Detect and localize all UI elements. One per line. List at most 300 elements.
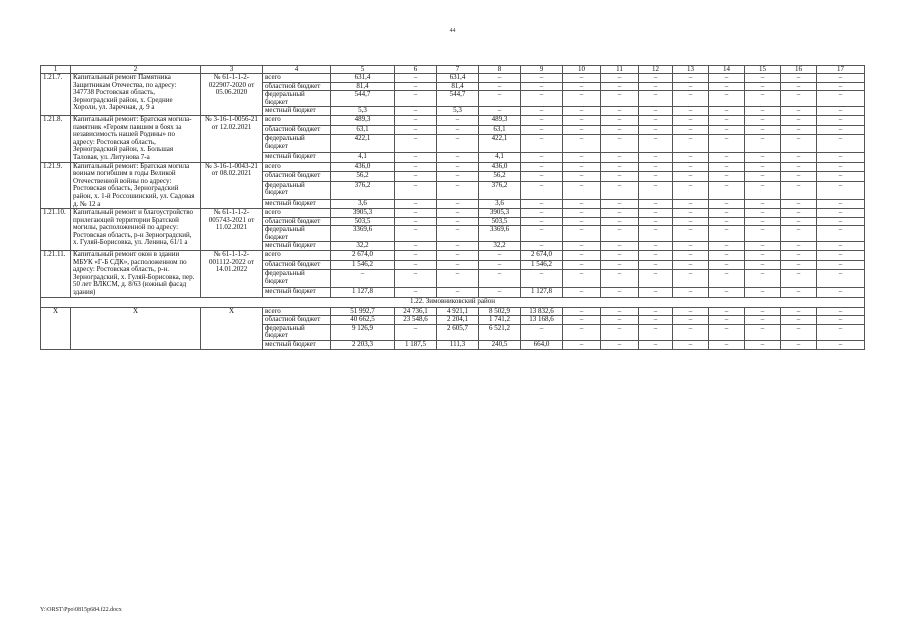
value-cell: 8 502,9: [479, 307, 521, 316]
dash-cell: –: [563, 172, 601, 182]
value-cell: –: [437, 288, 479, 298]
dash-cell: –: [817, 74, 865, 83]
dash-cell: –: [709, 115, 745, 125]
summary-x-cell: Х: [41, 307, 71, 349]
dash-cell: –: [745, 172, 781, 182]
value-cell: 81,4: [331, 82, 395, 91]
source-cell: всего: [263, 251, 331, 261]
dash-cell: –: [601, 162, 639, 172]
dash-cell: –: [673, 270, 709, 288]
value-cell: –: [437, 260, 479, 270]
dash-cell: –: [673, 152, 709, 162]
source-cell: федеральный бюджет: [263, 324, 331, 340]
value-cell: –: [479, 288, 521, 298]
dash-cell: –: [745, 135, 781, 153]
dash-cell: –: [781, 316, 817, 325]
value-cell: 32,2: [479, 242, 521, 251]
dash-cell: –: [781, 181, 817, 199]
source-cell: местный бюджет: [263, 107, 331, 116]
dash-cell: –: [673, 226, 709, 242]
table-row: [41, 162, 865, 172]
value-cell: 24 736,1: [395, 307, 437, 316]
dash-cell: –: [601, 152, 639, 162]
dash-cell: –: [601, 209, 639, 218]
dash-cell: –: [781, 307, 817, 316]
dash-cell: –: [745, 307, 781, 316]
dash-cell: –: [639, 82, 673, 91]
dash-cell: –: [745, 115, 781, 125]
value-cell: –: [437, 115, 479, 125]
dash-cell: –: [781, 270, 817, 288]
dash-cell: –: [817, 251, 865, 261]
dash-cell: –: [673, 217, 709, 226]
dash-cell: –: [563, 251, 601, 261]
value-cell: 56,2: [331, 172, 395, 182]
dash-cell: –: [601, 74, 639, 83]
value-cell: –: [395, 74, 437, 83]
source-cell: всего: [263, 209, 331, 218]
dash-cell: –: [639, 251, 673, 261]
dash-cell: –: [817, 199, 865, 209]
value-cell: 422,1: [331, 135, 395, 153]
value-cell: –: [395, 125, 437, 135]
value-cell: –: [479, 251, 521, 261]
header-cell: 8: [479, 66, 521, 74]
header-cell: 15: [745, 66, 781, 74]
dash-cell: –: [781, 288, 817, 298]
item-number: 1.21.10.: [41, 209, 71, 251]
value-cell: –: [437, 152, 479, 162]
value-cell: 81,4: [437, 82, 479, 91]
dash-cell: –: [563, 307, 601, 316]
item-number: 1.21.9.: [41, 162, 71, 209]
value-cell: –: [395, 172, 437, 182]
dash-cell: –: [601, 307, 639, 316]
dash-cell: –: [817, 341, 865, 350]
source-cell: местный бюджет: [263, 341, 331, 350]
value-cell: –: [479, 82, 521, 91]
dash-cell: –: [563, 152, 601, 162]
dash-cell: –: [817, 217, 865, 226]
dash-cell: –: [781, 82, 817, 91]
dash-cell: –: [745, 82, 781, 91]
dash-cell: –: [709, 135, 745, 153]
dash-cell: –: [639, 270, 673, 288]
header-cell: 3: [201, 66, 263, 74]
dash-cell: –: [781, 226, 817, 242]
item-number: 1.21.7.: [41, 74, 71, 116]
dash-cell: –: [709, 324, 745, 340]
dash-cell: –: [781, 251, 817, 261]
table-row: [41, 209, 865, 218]
value-cell: 3905,3: [331, 209, 395, 218]
value-cell: –: [395, 82, 437, 91]
dash-cell: –: [709, 172, 745, 182]
dash-cell: –: [745, 209, 781, 218]
header-cell: 13: [673, 66, 709, 74]
dash-cell: –: [601, 324, 639, 340]
dash-cell: –: [639, 172, 673, 182]
value-cell: –: [395, 288, 437, 298]
value-cell: –: [437, 226, 479, 242]
source-cell: всего: [263, 162, 331, 172]
dash-cell: –: [673, 260, 709, 270]
dash-cell: –: [745, 162, 781, 172]
value-cell: –: [395, 199, 437, 209]
dash-cell: –: [745, 341, 781, 350]
dash-cell: –: [709, 288, 745, 298]
dash-cell: –: [781, 115, 817, 125]
value-cell: 376,2: [479, 181, 521, 199]
value-cell: 3905,3: [479, 209, 521, 218]
value-cell: –: [395, 226, 437, 242]
value-cell: –: [395, 152, 437, 162]
dash-cell: –: [745, 324, 781, 340]
value-cell: 631,4: [331, 74, 395, 83]
dash-cell: –: [781, 162, 817, 172]
item-document: № 61-1-1-2-005743-2021 от 11.02.2021: [201, 209, 263, 251]
value-cell: 3369,6: [331, 226, 395, 242]
dash-cell: –: [639, 199, 673, 209]
dash-cell: –: [563, 135, 601, 153]
dash-cell: –: [817, 107, 865, 116]
value-cell: 436,0: [479, 162, 521, 172]
value-cell: 1 546,2: [521, 260, 563, 270]
dash-cell: –: [709, 316, 745, 325]
dash-cell: –: [709, 260, 745, 270]
dash-cell: –: [673, 316, 709, 325]
value-cell: –: [521, 270, 563, 288]
dash-cell: –: [601, 199, 639, 209]
dash-cell: –: [817, 115, 865, 125]
dash-cell: –: [601, 107, 639, 116]
dash-cell: –: [601, 316, 639, 325]
dash-cell: –: [817, 226, 865, 242]
value-cell: 111,3: [437, 341, 479, 350]
value-cell: 3,6: [479, 199, 521, 209]
source-cell: федеральный бюджет: [263, 226, 331, 242]
value-cell: 63,1: [331, 125, 395, 135]
dash-cell: –: [817, 162, 865, 172]
value-cell: 5,3: [437, 107, 479, 116]
dash-cell: –: [817, 270, 865, 288]
dash-cell: –: [817, 91, 865, 107]
dash-cell: –: [781, 125, 817, 135]
item-number: 1.21.11.: [41, 251, 71, 298]
dash-cell: –: [673, 181, 709, 199]
dash-cell: –: [601, 125, 639, 135]
dash-cell: –: [563, 288, 601, 298]
dash-cell: –: [709, 74, 745, 83]
dash-cell: –: [601, 82, 639, 91]
value-cell: –: [395, 242, 437, 251]
value-cell: 1 127,8: [331, 288, 395, 298]
source-cell: федеральный бюджет: [263, 270, 331, 288]
value-cell: 376,2: [331, 181, 395, 199]
value-cell: –: [395, 181, 437, 199]
dash-cell: –: [639, 316, 673, 325]
dash-cell: –: [709, 226, 745, 242]
dash-cell: –: [709, 270, 745, 288]
dash-cell: –: [563, 316, 601, 325]
source-cell: всего: [263, 74, 331, 83]
dash-cell: –: [639, 152, 673, 162]
value-cell: –: [437, 217, 479, 226]
source-cell: областной бюджет: [263, 125, 331, 135]
header-cell: 12: [639, 66, 673, 74]
value-cell: –: [437, 209, 479, 218]
dash-cell: –: [563, 270, 601, 288]
dash-cell: –: [601, 135, 639, 153]
dash-cell: –: [709, 199, 745, 209]
item-name: Капитальный ремонт и благоустройство прилегающей территории Братской могилы, расположенной по адресу: Ростовская область, р-н Зерноградский, х. Гуляй-Борисовка, ул. Ленина, 61/1 а: [71, 209, 201, 251]
header-row: [41, 66, 865, 74]
dash-cell: –: [781, 172, 817, 182]
value-cell: –: [521, 217, 563, 226]
value-cell: –: [437, 199, 479, 209]
header-cell: 9: [521, 66, 563, 74]
dash-cell: –: [781, 242, 817, 251]
dash-cell: –: [745, 270, 781, 288]
dash-cell: –: [639, 217, 673, 226]
dash-cell: –: [817, 172, 865, 182]
dash-cell: –: [745, 251, 781, 261]
item-document: № 61-1-1-2-022907-2020 от 05.06.2020: [201, 74, 263, 116]
value-cell: –: [479, 91, 521, 107]
section-row: [41, 297, 865, 307]
dash-cell: –: [639, 226, 673, 242]
header-cell: 14: [709, 66, 745, 74]
value-cell: –: [521, 135, 563, 153]
dash-cell: –: [745, 242, 781, 251]
dash-cell: –: [601, 270, 639, 288]
dash-cell: –: [709, 307, 745, 316]
value-cell: 2 674,0: [521, 251, 563, 261]
dash-cell: –: [745, 107, 781, 116]
header-cell: 11: [601, 66, 639, 74]
value-cell: –: [521, 199, 563, 209]
dash-cell: –: [673, 125, 709, 135]
dash-cell: –: [817, 288, 865, 298]
source-cell: областной бюджет: [263, 172, 331, 182]
dash-cell: –: [781, 209, 817, 218]
value-cell: –: [521, 181, 563, 199]
dash-cell: –: [639, 324, 673, 340]
dash-cell: –: [673, 251, 709, 261]
dash-cell: –: [781, 199, 817, 209]
value-cell: 1 187,5: [395, 341, 437, 350]
dash-cell: –: [563, 181, 601, 199]
table-body: [41, 66, 865, 350]
dash-cell: –: [709, 209, 745, 218]
dash-cell: –: [781, 152, 817, 162]
dash-cell: –: [709, 125, 745, 135]
value-cell: 13 832,6: [521, 307, 563, 316]
dash-cell: –: [673, 242, 709, 251]
value-cell: 4 921,1: [437, 307, 479, 316]
value-cell: 240,5: [479, 341, 521, 350]
dash-cell: –: [673, 135, 709, 153]
dash-cell: –: [601, 341, 639, 350]
value-cell: –: [521, 226, 563, 242]
header-cell: 1: [41, 66, 71, 74]
value-cell: 422,1: [479, 135, 521, 153]
dash-cell: –: [781, 135, 817, 153]
dash-cell: –: [601, 181, 639, 199]
value-cell: –: [395, 270, 437, 288]
value-cell: –: [521, 324, 563, 340]
dash-cell: –: [709, 341, 745, 350]
value-cell: –: [521, 152, 563, 162]
dash-cell: –: [601, 91, 639, 107]
dash-cell: –: [781, 74, 817, 83]
item-name: Капитальный ремонт Памятника Защитникам Отечества, по адресу: 347738 Ростовская область, Зерноградский район, х. Средние Хороли, ул. Заречная, д. 9 а: [71, 74, 201, 116]
summary-row: [41, 307, 865, 316]
dash-cell: –: [563, 125, 601, 135]
dash-cell: –: [639, 341, 673, 350]
dash-cell: –: [601, 217, 639, 226]
value-cell: –: [437, 251, 479, 261]
dash-cell: –: [639, 242, 673, 251]
dash-cell: –: [745, 288, 781, 298]
value-cell: 56,2: [479, 172, 521, 182]
dash-cell: –: [639, 135, 673, 153]
source-cell: местный бюджет: [263, 242, 331, 251]
dash-cell: –: [817, 181, 865, 199]
value-cell: –: [521, 209, 563, 218]
dash-cell: –: [563, 242, 601, 251]
dash-cell: –: [781, 91, 817, 107]
dash-cell: –: [563, 226, 601, 242]
value-cell: –: [521, 162, 563, 172]
item-document: № 3-16-1-0043-21 от 08.02.2021: [201, 162, 263, 209]
item-name: Капитальный ремонт: Братская могила-памятник «Героям павшим в боях за независимость нашей Родины» по адресу: Ростовская область, Зерноградский район, х. Большая Таловая, ул. Литунова 7-а: [71, 115, 201, 162]
dash-cell: –: [817, 316, 865, 325]
dash-cell: –: [639, 125, 673, 135]
dash-cell: –: [673, 162, 709, 172]
header-cell: 6: [395, 66, 437, 74]
dash-cell: –: [745, 316, 781, 325]
value-cell: –: [479, 107, 521, 116]
value-cell: 1 127,8: [521, 288, 563, 298]
value-cell: –: [437, 162, 479, 172]
dash-cell: –: [673, 74, 709, 83]
dash-cell: –: [673, 324, 709, 340]
dash-cell: –: [817, 209, 865, 218]
value-cell: 489,3: [479, 115, 521, 125]
header-cell: 2: [71, 66, 201, 74]
value-cell: –: [437, 172, 479, 182]
dash-cell: –: [563, 162, 601, 172]
dash-cell: –: [745, 125, 781, 135]
item-name: Капитальный ремонт окон в здании МБУК «Г-Б СДК», расположенном по адресу: Ростовская область, р-н. Зерноградский, х. Гуляй-Борисовка, пер. 50 лет ВЛКСМ, д. 8/63 (южный фасад здания): [71, 251, 201, 298]
dash-cell: –: [639, 181, 673, 199]
item-document: № 61-1-1-2-001112-2022 от 14.01.2022: [201, 251, 263, 298]
dash-cell: –: [817, 82, 865, 91]
dash-cell: –: [745, 226, 781, 242]
dash-cell: –: [817, 324, 865, 340]
value-cell: –: [395, 135, 437, 153]
value-cell: –: [395, 260, 437, 270]
dash-cell: –: [601, 260, 639, 270]
dash-cell: –: [673, 199, 709, 209]
dash-cell: –: [709, 107, 745, 116]
dash-cell: –: [601, 242, 639, 251]
dash-cell: –: [601, 172, 639, 182]
value-cell: 544,7: [331, 91, 395, 107]
dash-cell: –: [563, 74, 601, 83]
header-cell: 10: [563, 66, 601, 74]
dash-cell: –: [709, 162, 745, 172]
source-cell: всего: [263, 115, 331, 125]
value-cell: 631,4: [437, 74, 479, 83]
dash-cell: –: [817, 125, 865, 135]
value-cell: 2 674,0: [331, 251, 395, 261]
source-cell: областной бюджет: [263, 82, 331, 91]
value-cell: –: [521, 172, 563, 182]
dash-cell: –: [601, 115, 639, 125]
dash-cell: –: [709, 91, 745, 107]
dash-cell: –: [781, 217, 817, 226]
value-cell: 1 741,2: [479, 316, 521, 325]
source-cell: федеральный бюджет: [263, 135, 331, 153]
dash-cell: –: [745, 152, 781, 162]
dash-cell: –: [781, 107, 817, 116]
value-cell: –: [395, 115, 437, 125]
dash-cell: –: [745, 217, 781, 226]
item-name: Капитальный ремонт: Братская могила воинам погибшим в годы Великой Отечественной войны по адресу: Ростовская область, Зерноградский район, х. 1-й Россошинский, ул. Садовая д. № 12 а: [71, 162, 201, 209]
dash-cell: –: [673, 209, 709, 218]
value-cell: 32,2: [331, 242, 395, 251]
value-cell: –: [521, 242, 563, 251]
header-cell: 5: [331, 66, 395, 74]
source-cell: федеральный бюджет: [263, 181, 331, 199]
value-cell: 2 605,7: [437, 324, 479, 340]
header-cell: 7: [437, 66, 479, 74]
dash-cell: –: [601, 226, 639, 242]
dash-cell: –: [817, 242, 865, 251]
dash-cell: –: [601, 288, 639, 298]
dash-cell: –: [745, 181, 781, 199]
value-cell: –: [521, 91, 563, 107]
dash-cell: –: [745, 91, 781, 107]
dash-cell: –: [639, 209, 673, 218]
dash-cell: –: [673, 82, 709, 91]
dash-cell: –: [563, 324, 601, 340]
value-cell: 489,3: [331, 115, 395, 125]
value-cell: 503,5: [331, 217, 395, 226]
header-cell: 4: [263, 66, 331, 74]
source-cell: областной бюджет: [263, 316, 331, 325]
value-cell: 3369,6: [479, 226, 521, 242]
dash-cell: –: [781, 324, 817, 340]
value-cell: –: [437, 270, 479, 288]
dash-cell: –: [639, 288, 673, 298]
value-cell: 9 126,9: [331, 324, 395, 340]
value-cell: 13 168,6: [521, 316, 563, 325]
value-cell: –: [331, 270, 395, 288]
dash-cell: –: [639, 91, 673, 107]
source-cell: местный бюджет: [263, 199, 331, 209]
dash-cell: –: [709, 242, 745, 251]
value-cell: 544,7: [437, 91, 479, 107]
value-cell: –: [479, 260, 521, 270]
budget-table: [40, 65, 865, 350]
table-row: [41, 74, 865, 83]
dash-cell: –: [563, 107, 601, 116]
item-number: 1.21.8.: [41, 115, 71, 162]
value-cell: –: [521, 115, 563, 125]
